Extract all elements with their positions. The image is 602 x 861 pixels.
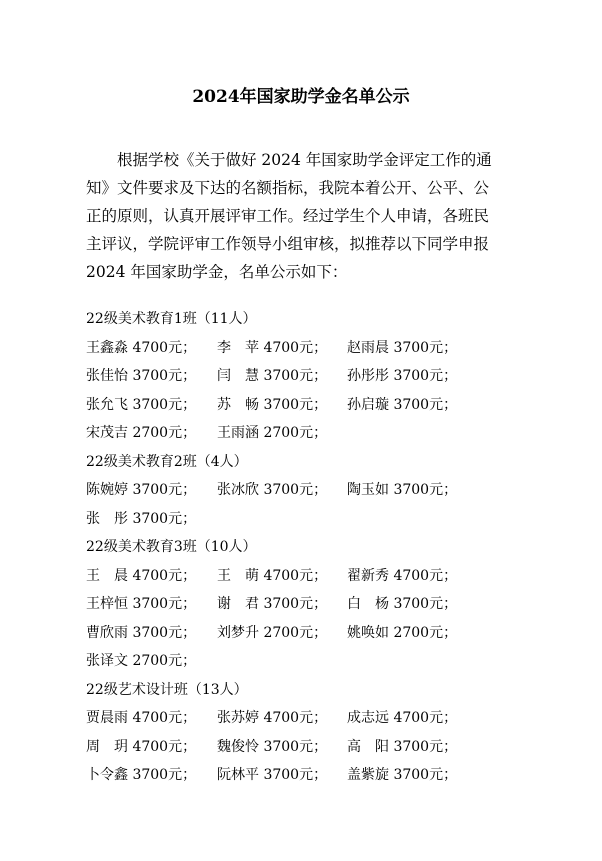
recipient-entry: 王梓恒 3700元； — [86, 596, 197, 612]
recipient-entry: 宋茂吉 2700元； — [86, 425, 197, 441]
recipient-row — [86, 622, 526, 651]
recipient-row — [86, 707, 526, 736]
recipient-row — [86, 593, 526, 622]
intro-line: 2024 年国家助学金，名单公示如下： — [86, 263, 348, 281]
recipient-entry: 李 苹 4700元； — [217, 339, 328, 356]
recipient-entry: 苏 畅 3700元； — [217, 396, 328, 413]
recipient-entry: 白 杨 3700元； — [347, 596, 458, 612]
recipient-entry: 魏俊怜 3700元； — [217, 738, 328, 755]
recipient-entry: 成志远 4700元； — [347, 710, 458, 726]
recipient-entry: 王 萌 4700元； — [217, 567, 328, 584]
intro-line: 正的原则，认真开展评审工作。经过学生个人申请，各班民 — [86, 207, 490, 225]
recipient-entry: 贾晨雨 4700元； — [86, 710, 197, 726]
recipient-entry: 周 玥 4700元； — [86, 738, 197, 755]
class-heading: 22级美术教育2班（4人） — [86, 453, 248, 470]
class-heading: 22级艺术设计班（13人） — [86, 681, 248, 698]
recipient-row — [86, 764, 526, 793]
document-title: 2024年国家助学金名单公示 — [192, 87, 410, 107]
recipient-entry: 张苏婷 4700元； — [217, 710, 328, 726]
recipient-entry: 翟新秀 4700元； — [347, 567, 458, 584]
intro-line: 根据学校《关于做好 2024 年国家助学金评定工作的通 — [117, 151, 492, 169]
recipient-entry: 王鑫淼 4700元； — [86, 339, 197, 356]
recipient-row — [86, 565, 526, 594]
recipient-row — [86, 479, 526, 508]
recipient-entry: 赵雨晨 3700元； — [347, 339, 458, 356]
recipient-entry: 刘梦升 2700元； — [217, 624, 328, 641]
recipient-entry: 曹欣雨 3700元； — [86, 624, 197, 641]
recipient-entry: 卜令鑫 3700元； — [86, 767, 197, 783]
recipient-entry: 姚唤如 2700元； — [347, 624, 458, 641]
recipient-entry: 孙启璇 3700元； — [347, 396, 458, 413]
recipient-row — [86, 650, 526, 679]
recipient-entry: 陶玉如 3700元； — [347, 482, 458, 498]
recipient-row — [86, 394, 526, 423]
class-heading: 22级美术教育1班（11人） — [86, 311, 257, 327]
recipient-row — [86, 422, 526, 451]
recipient-row — [86, 508, 526, 537]
recipient-entry: 张 彤 3700元； — [86, 510, 197, 527]
recipient-entry: 高 阳 3700元； — [347, 738, 458, 755]
intro-line: 主评议，学院评审工作领导小组审核，拟推荐以下同学申报 — [86, 235, 490, 253]
recipient-entry: 孙彤彤 3700元； — [347, 368, 458, 384]
recipient-entry: 张佳怡 3700元； — [86, 368, 197, 384]
recipient-list — [86, 308, 526, 793]
recipient-entry: 王 晨 4700元； — [86, 567, 197, 584]
recipient-entry: 张冰欣 3700元； — [217, 482, 328, 498]
recipient-entry: 阮林平 3700元； — [217, 767, 328, 783]
recipient-entry: 张允飞 3700元； — [86, 396, 197, 413]
intro-paragraph — [86, 146, 518, 286]
intro-line: 知》文件要求及下达的名额指标，我院本着公开、公平、公 — [86, 179, 490, 197]
recipient-entry: 谢 君 3700元； — [217, 596, 328, 612]
recipient-row — [86, 736, 526, 765]
recipient-entry: 张译文 2700元； — [86, 653, 197, 669]
recipient-row — [86, 337, 526, 366]
recipient-entry: 盖紫旋 3700元； — [347, 767, 458, 783]
class-heading: 22级美术教育3班（10人） — [86, 539, 257, 555]
recipient-row — [86, 365, 526, 394]
recipient-entry: 王雨涵 2700元； — [217, 425, 328, 441]
recipient-entry: 陈婉婷 3700元； — [86, 482, 197, 498]
recipient-entry: 闫 慧 3700元； — [217, 368, 328, 384]
